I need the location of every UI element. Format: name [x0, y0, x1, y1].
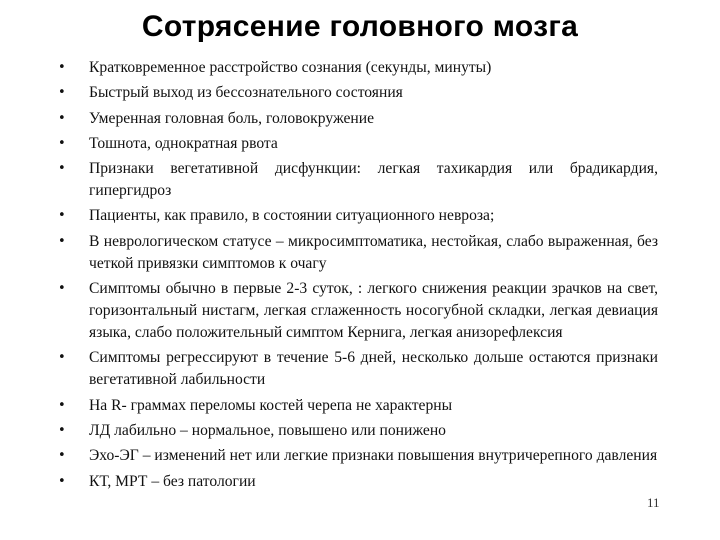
bullet-item — [58, 158, 658, 202]
bullet-text: Признаки вегетативной дисфункции: легкая тахикардия или брадикардия, гипергидроз — [89, 160, 658, 200]
bullet-item — [58, 57, 658, 79]
bullet-item — [58, 420, 658, 442]
bullet-icon: • — [58, 422, 66, 438]
bullet-text: Кратковременное расстройство сознания (секунды, минуты) — [89, 59, 492, 76]
bullet-icon: • — [58, 110, 66, 126]
bullet-icon: • — [58, 135, 66, 151]
bullet-text: Симптомы регрессируют в течение 5-6 дней, несколько дольше остаются признаки вегетативной лабильности — [89, 349, 658, 389]
bullet-text: На R- граммах переломы костей черепа не характерны — [89, 396, 453, 414]
page-number: 11 — [647, 495, 660, 510]
bullet-text: КТ, МРТ – без патологии — [89, 472, 256, 490]
bullet-icon: • — [58, 448, 66, 464]
bullet-item — [58, 133, 658, 155]
bullet-item — [58, 205, 658, 227]
bullet-item — [58, 347, 658, 391]
bullet-text: Симптомы обычно в первые 2-3 суток, : легкого снижения реакции зрачков на свет, горизонтальный нистагм, легкая сглаженность носогубной складки, легкая девиация языка, слабо положительный симптом Кернига, легкая анизорефлексия — [89, 280, 658, 342]
bullet-icon: • — [58, 281, 66, 297]
bullet-item — [58, 471, 658, 493]
bullet-item — [58, 82, 658, 104]
bullet-item — [58, 231, 658, 275]
bullet-item — [58, 445, 658, 467]
bullet-icon: • — [58, 60, 66, 75]
bullet-text: В неврологическом статусе – микросимптоматика, нестойкая, слабо выраженная, без четкой привязки симптомов к очагу — [89, 232, 658, 272]
bullet-icon: • — [58, 208, 66, 224]
bullet-icon: • — [58, 473, 66, 489]
bullet-icon: • — [58, 85, 66, 101]
bullet-item — [58, 278, 658, 344]
bullet-text: Тошнота, однократная рвота — [89, 134, 278, 152]
bullet-list — [58, 57, 658, 496]
bullet-item — [58, 395, 658, 417]
bullet-icon: • — [58, 161, 66, 177]
bullet-text: Пациенты, как правило, в состоянии ситуационного невроза; — [89, 207, 495, 225]
bullet-icon: • — [58, 397, 66, 413]
bullet-item — [58, 108, 658, 130]
bullet-text: Быстрый выход из бессознательного состояния — [89, 84, 403, 102]
bullet-icon: • — [58, 233, 66, 249]
bullet-text: Умеренная головная боль, головокружение — [89, 109, 375, 127]
bullet-icon: • — [58, 350, 66, 366]
bullet-text: Эхо-ЭГ – изменений нет или легкие признаки повышения внутричерепного давления — [89, 447, 658, 465]
bullet-text: ЛД лабильно – нормальное, повышено или понижено — [89, 421, 446, 439]
slide-title: Сотрясение головного мозга — [141, 10, 579, 43]
